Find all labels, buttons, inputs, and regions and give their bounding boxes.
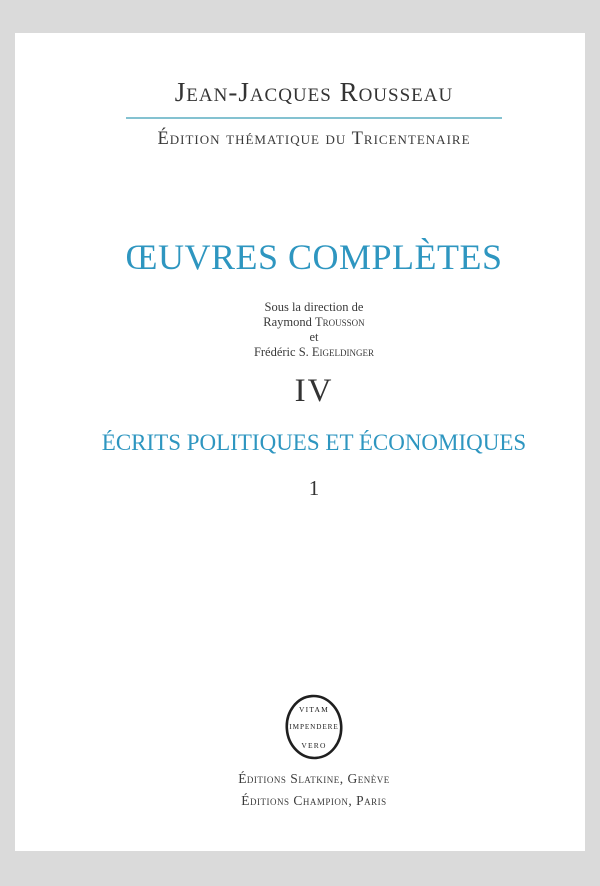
tome-number: 1 xyxy=(308,476,320,500)
director-2-firstname: Frédéric S. xyxy=(253,345,309,359)
director-1-lastname: Trousson xyxy=(315,315,365,329)
series-title: ÉCRITS POLITIQUES ET ÉCONOMIQUES xyxy=(101,430,527,455)
title-page-content xyxy=(29,33,599,851)
director-2-lastname: Eigeldinger xyxy=(311,345,375,359)
direction-connector: et xyxy=(309,330,319,344)
motto-line-3: VERO xyxy=(301,741,327,750)
direction-intro: Sous la direction de xyxy=(264,300,364,314)
divider-rule xyxy=(126,117,502,119)
motto-line-1: VITAM xyxy=(299,705,329,714)
publisher-device xyxy=(284,694,344,760)
publisher-line-1: Éditions Slatkine, Genève xyxy=(238,771,390,786)
volume-number-roman: IV xyxy=(294,373,334,409)
publisher-line-2: Éditions Champion, Paris xyxy=(241,793,387,808)
motto-text xyxy=(284,694,344,760)
author-name: Jean-Jacques Rousseau xyxy=(174,77,454,107)
direction-block xyxy=(29,300,599,360)
title-page xyxy=(15,33,585,851)
edition-line: Édition thématique du Tricentenaire xyxy=(157,129,471,149)
publishers-block xyxy=(29,768,599,812)
director-1 xyxy=(29,315,599,330)
main-title: ŒUVRES COMPLÈTES xyxy=(125,237,503,277)
director-2 xyxy=(29,345,599,360)
director-1-firstname: Raymond xyxy=(263,315,312,329)
motto-line-2: IMPENDERE xyxy=(289,723,339,731)
